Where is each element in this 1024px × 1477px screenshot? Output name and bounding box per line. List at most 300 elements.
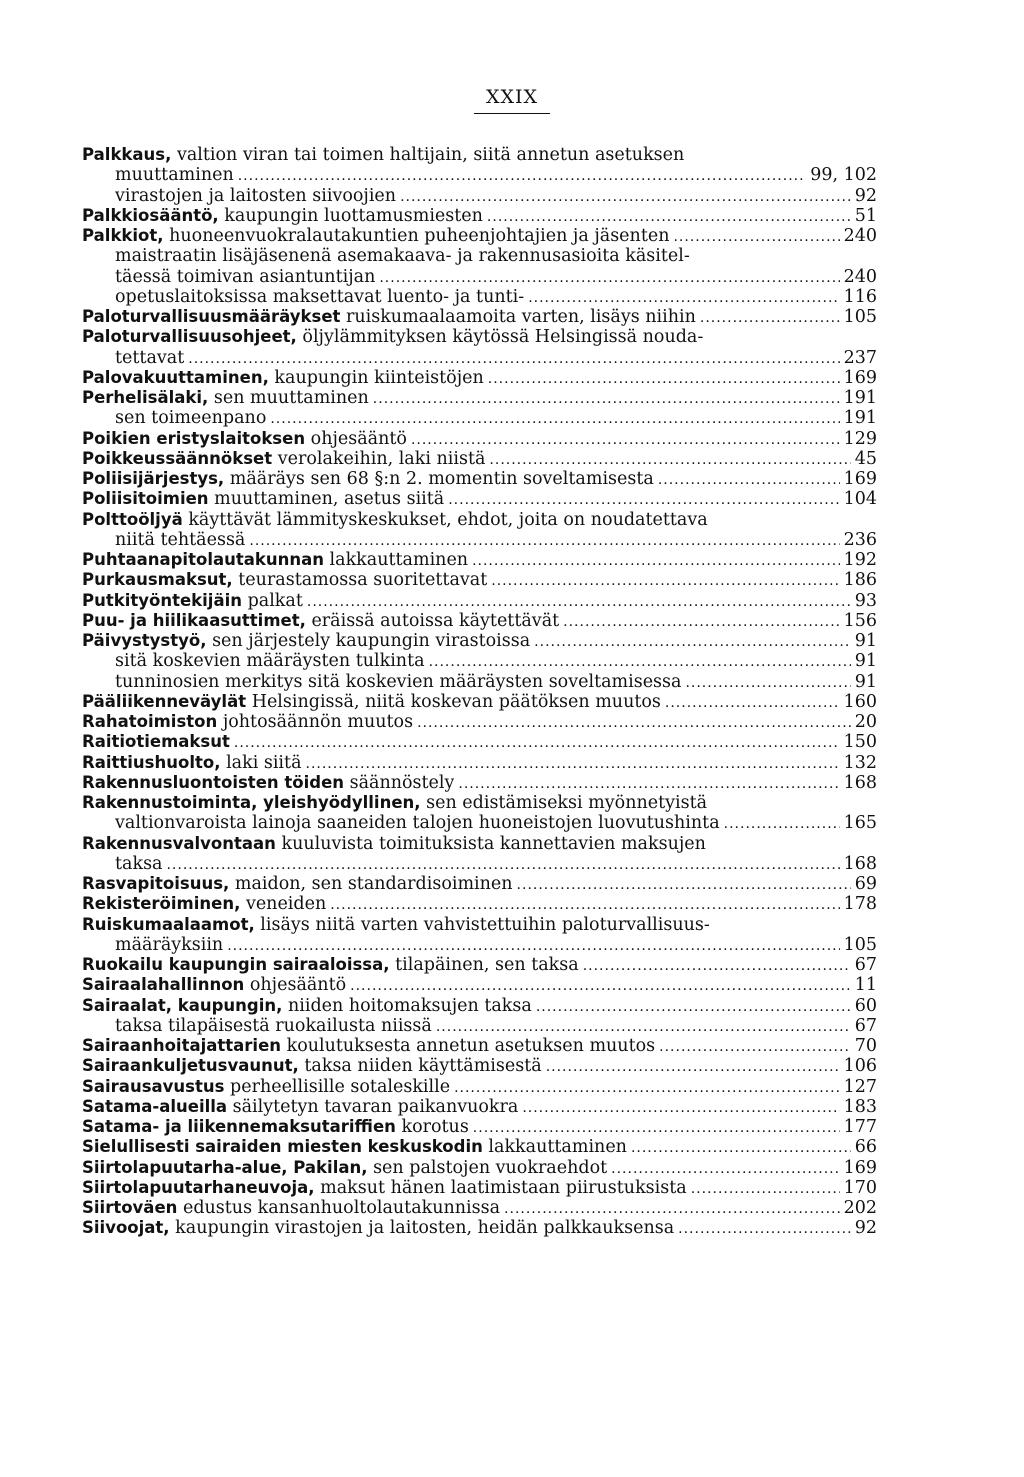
index-entry (82, 712, 877, 732)
entry-page-number: 170 (843, 1177, 877, 1198)
dot-leader (166, 855, 839, 875)
entry-page-number: 191 (843, 408, 877, 429)
dot-leader (528, 288, 839, 308)
index-entry (82, 753, 877, 773)
entry-page-number: 191 (843, 388, 877, 408)
entry-heading: Pääliikenneväylät (82, 691, 247, 711)
entry-heading: Siirtolapuutarha-alue, Pakilan, (82, 1157, 368, 1177)
entry-heading: Satama-alueilla (82, 1096, 228, 1116)
entry-main-line (82, 834, 877, 854)
entry-description: Helsingissä, niitä koskevan päätöksen muutos (251, 691, 661, 712)
entry-description: täessä toimivan asiantuntijan (115, 266, 376, 287)
entry-text (115, 267, 375, 287)
entry-heading: Raitiotiemaksut (82, 732, 230, 752)
entry-page-number: 45 (854, 448, 877, 469)
entry-description: käyttävät lämmityskeskukset, ehdot, joita on noudatettava (188, 509, 708, 530)
entry-description: sen toimeenpano (115, 408, 267, 429)
entry-main-line (82, 894, 877, 914)
dot-leader (249, 531, 839, 551)
index-entry (82, 874, 877, 894)
index-entry (82, 570, 877, 590)
entry-description: ohjesääntö (249, 975, 347, 996)
entry-description: eräissä autoissa käytettävät (311, 610, 560, 631)
entry-description: lakkauttaminen (488, 1137, 627, 1158)
entry-description: maidon, sen standardisoiminen (234, 874, 513, 894)
entry-page-number: 67 (854, 1015, 877, 1036)
dot-leader (306, 754, 840, 774)
entry-heading: Poikien eristyslaitoksen (82, 428, 306, 448)
entry-main-line (82, 550, 877, 570)
dot-leader (631, 1138, 851, 1158)
index-entry (82, 894, 877, 914)
entry-text (82, 429, 407, 449)
entry-page-number: 168 (843, 853, 877, 874)
dot-leader (227, 936, 839, 956)
entry-page-number: 66 (854, 1137, 877, 1158)
dot-leader (417, 713, 851, 733)
entry-text (82, 469, 654, 489)
title-underline (474, 113, 550, 114)
entry-sub-line (82, 651, 877, 671)
entry-page-number: 69 (854, 874, 877, 894)
entry-description: määräyksiin (115, 934, 224, 955)
entry-heading: Poliisijärjestys, (82, 469, 225, 488)
entry-heading: Palkkaus, (82, 145, 172, 164)
index-entry (82, 469, 877, 489)
dot-leader (350, 976, 851, 996)
entry-text (82, 1178, 687, 1198)
entry-sub-line (82, 408, 877, 428)
entry-main-line (82, 1097, 877, 1117)
entry-page-number: 99, 102 (810, 165, 877, 186)
entry-text (82, 489, 444, 509)
entry-description: laki siitä (226, 752, 302, 773)
entry-heading: Rasvapitoisuus, (82, 874, 230, 893)
entry-text (115, 348, 184, 368)
entry-description: muuttaminen (115, 165, 234, 186)
entry-main-line (82, 975, 877, 995)
entry-text (82, 145, 684, 165)
entry-description: valtionvaroista lainoja saaneiden talojen huoneistojen luovutushinta (115, 813, 720, 834)
entry-description: tunninosien merkitys sitä koskevien määräysten soveltamisessa (115, 671, 682, 692)
entry-page-number: 105 (843, 307, 877, 327)
index-entry (82, 206, 877, 226)
entry-sub-line (82, 854, 877, 874)
entry-main-line (82, 773, 877, 793)
entry-description: taksa tilapäisestä ruokailusta niissä (115, 1015, 432, 1036)
entry-main-line (82, 1077, 877, 1097)
entry-text (115, 408, 266, 428)
entry-text (82, 611, 559, 631)
entry-main-line (82, 1158, 877, 1178)
entry-description: säännöstely (349, 772, 455, 793)
entry-page-number: 169 (843, 1157, 877, 1178)
entry-page-number: 67 (854, 955, 877, 975)
dot-leader (700, 308, 840, 328)
entry-heading: Satama- ja liikennemaksutariffien (82, 1117, 396, 1136)
entry-text (82, 955, 579, 975)
entry-main-line (82, 1137, 877, 1157)
dot-leader (429, 652, 851, 672)
entry-heading: Purkausmaksut, (82, 570, 233, 590)
index-entry (82, 307, 877, 327)
entry-text (82, 550, 468, 570)
entry-description: lakkauttaminen (329, 550, 469, 570)
index-entry (82, 631, 877, 692)
entry-text (82, 773, 454, 793)
entry-main-line (82, 469, 877, 489)
entry-text (82, 388, 369, 408)
entry-main-line (82, 206, 877, 226)
entry-sub-line (82, 672, 877, 692)
entry-heading: Rakennusluontoisten töiden (82, 772, 345, 792)
entry-page-number: 240 (843, 226, 877, 246)
entry-text (82, 753, 302, 773)
entry-sub-line (82, 348, 877, 368)
entry-description: koulutuksesta annetun asetuksen muutos (286, 1036, 656, 1056)
dot-leader (659, 1037, 851, 1057)
entry-description: verolakeihin, laki niistä (277, 448, 486, 469)
entry-heading: Sairausavustus (82, 1076, 225, 1096)
entry-heading: Polttoöljyä (82, 509, 183, 529)
index-entry (82, 975, 877, 995)
entry-main-line (82, 692, 877, 712)
entry-main-line (82, 631, 877, 651)
entry-text (82, 206, 483, 226)
entry-main-line (82, 1218, 877, 1238)
entry-main-line (82, 489, 877, 509)
entry-page-number: 192 (843, 550, 877, 570)
entry-page-number: 91 (854, 651, 877, 672)
entry-sub-line (82, 186, 877, 206)
entry-description: muuttaminen, asetus siitä (214, 489, 445, 510)
entry-text (82, 1218, 674, 1238)
entry-main-line (82, 955, 877, 975)
entry-heading: Perhelisälaki, (82, 388, 209, 407)
entry-text (82, 915, 710, 935)
entry-main-line (82, 591, 877, 611)
entry-text (115, 246, 690, 266)
entry-page-number: 240 (843, 266, 877, 287)
dot-leader (691, 1179, 840, 1199)
entry-description: määräys sen 68 §:n 2. momentin soveltamisesta (229, 469, 654, 489)
entry-description: niitä tehtäessä (115, 529, 246, 550)
entry-main-line (82, 327, 877, 347)
entry-heading: Rekisteröiminen, (82, 894, 241, 914)
entry-text (115, 165, 234, 185)
entry-main-line (82, 1056, 877, 1076)
entry-description: ruiskumaalaamoita varten, lisäys niihin (345, 307, 696, 327)
entry-heading: Ruiskumaalaamot, (82, 914, 255, 934)
entry-text (82, 1036, 655, 1056)
entry-description: perheellisille sotaleskille (230, 1076, 451, 1097)
entry-page-number: 116 (843, 286, 877, 307)
entry-page-number: 237 (843, 347, 877, 368)
entry-main-line (82, 368, 877, 388)
entry-description: edustus kansanhuoltolautakunnissa (182, 1198, 501, 1218)
entry-page-number: 104 (843, 489, 877, 510)
entry-description: sen palstojen vuokraehdot (373, 1157, 608, 1178)
entry-description: sen järjestely kaupungin virastoissa (212, 631, 531, 651)
entry-text (115, 530, 245, 550)
entry-heading: Siivoojat, (82, 1218, 170, 1238)
entry-text (82, 1056, 542, 1076)
entry-page-number: 129 (843, 428, 877, 449)
index-entry (82, 429, 877, 449)
entry-heading: Paloturvallisuusmääräykset (82, 307, 341, 326)
entry-page-number: 106 (843, 1056, 877, 1077)
dot-leader (307, 592, 851, 612)
entry-text (82, 449, 485, 469)
dot-leader (373, 389, 840, 409)
entry-main-line (82, 793, 877, 813)
index-entry (82, 996, 877, 1037)
entry-heading: Poikkeussäännökset (82, 448, 273, 468)
entry-text (115, 1016, 432, 1036)
index-entry (82, 550, 877, 570)
entry-text (82, 1117, 469, 1137)
entry-main-line (82, 611, 877, 631)
entry-main-line (82, 753, 877, 773)
entry-main-line (82, 874, 877, 894)
entry-text (82, 996, 532, 1016)
entry-description: säilytetyn tavaran paikanvuokra (232, 1096, 519, 1117)
dot-leader (400, 187, 851, 207)
entry-page-number: 93 (854, 590, 877, 611)
entry-main-line (82, 1036, 877, 1056)
entry-page-number: 178 (843, 894, 877, 915)
entry-text (82, 712, 413, 732)
entry-sub-line (82, 165, 877, 185)
dot-leader (330, 895, 839, 915)
entry-text (115, 854, 162, 874)
index-entry (82, 834, 877, 875)
index-entry (82, 793, 877, 834)
entry-heading: Sielullisesti sairaiden miesten keskuskodin (82, 1137, 483, 1157)
entry-description: johtosäännön muutos (222, 712, 414, 732)
entry-text (82, 732, 230, 752)
entry-heading: Sairaalahallinnon (82, 975, 245, 995)
entry-main-line (82, 429, 877, 449)
entry-page-number: 92 (854, 1218, 877, 1239)
entry-main-line (82, 226, 877, 246)
index-entry (82, 489, 877, 509)
entry-main-line (82, 510, 877, 530)
dot-leader (678, 1219, 851, 1239)
entry-page-number: 165 (843, 813, 877, 834)
entry-page-number: 183 (843, 1096, 877, 1117)
entry-page-number: 92 (854, 185, 877, 206)
dot-leader (436, 1017, 851, 1037)
entry-page-number: 169 (843, 367, 877, 388)
entry-description: teurastamossa suoritettavat (238, 570, 488, 591)
entry-text (82, 894, 326, 914)
entry-page-number: 20 (854, 712, 877, 732)
entry-heading: Puu- ja hiilikaasuttimet, (82, 610, 306, 630)
dot-leader (724, 814, 840, 834)
entry-text (82, 327, 703, 347)
dot-leader (411, 430, 840, 450)
dot-leader (583, 956, 851, 976)
index-entry (82, 145, 877, 206)
entry-main-line (82, 732, 877, 752)
entry-page-number: 51 (854, 205, 877, 226)
entry-description: tettavat (115, 347, 185, 368)
dot-leader (611, 1159, 839, 1179)
entry-description: öljylämmityksen käytössä Helsingissä nouda- (302, 327, 704, 348)
entry-description: valtion viran tai toimen haltijain, siitä annetun asetuksen (176, 145, 685, 165)
entry-main-line (82, 570, 877, 590)
entry-sub-line (82, 935, 877, 955)
dot-leader (536, 997, 851, 1017)
entry-text (82, 368, 484, 388)
entry-text (115, 813, 720, 833)
index-entry (82, 1198, 877, 1218)
entry-main-line (82, 145, 877, 165)
entry-description: virastojen ja laitosten siivoojien (115, 185, 397, 206)
entry-description: tilapäinen, sen taksa (395, 955, 579, 975)
entry-page-number: 132 (843, 752, 877, 773)
entry-description: sen edistämiseksi myönnetyistä (426, 793, 708, 813)
entry-description: taksa niiden käyttämisestä (304, 1056, 542, 1077)
entry-page-number: 156 (843, 610, 877, 631)
entry-heading: Rakennustoiminta, yleishyödyllinen, (82, 793, 421, 812)
entry-description: kaupungin luottamusmiesten (224, 205, 483, 226)
index-entry (82, 510, 877, 551)
dot-leader (238, 166, 806, 186)
entry-sub-line (82, 530, 877, 550)
dot-leader (658, 470, 840, 490)
index-entry (82, 1097, 877, 1117)
entry-main-line (82, 1178, 877, 1198)
entry-description: ohjesääntö (310, 428, 407, 449)
entry-text (82, 1198, 500, 1218)
entry-main-line (82, 996, 877, 1016)
index-entry (82, 368, 877, 388)
entry-page-number: 177 (843, 1117, 877, 1137)
entry-text (82, 510, 708, 530)
dot-leader (665, 693, 840, 713)
entry-page-number: 11 (854, 975, 877, 996)
entry-text (82, 1158, 607, 1178)
entry-heading: Sairaalat, kaupungin, (82, 995, 283, 1015)
entry-heading: Päivystystyö, (82, 631, 207, 650)
index-entry (82, 327, 877, 368)
dot-leader (379, 268, 839, 288)
dot-leader (448, 490, 839, 510)
entry-main-line (82, 712, 877, 732)
entry-description: huoneenvuokralautakuntien puheenjohtajien ja jäsenten (169, 226, 670, 246)
page-number: XXIX (485, 86, 539, 108)
dot-leader (517, 875, 851, 895)
entry-heading: Puhtaanapitolautakunnan (82, 550, 324, 569)
entry-text (82, 226, 669, 246)
entry-sub-line (82, 1016, 877, 1036)
dot-leader (489, 450, 850, 470)
index-entry (82, 1218, 877, 1238)
index-entry (82, 915, 877, 956)
entry-description: veneiden (245, 894, 327, 915)
dot-leader (458, 774, 839, 794)
dot-leader (522, 1098, 839, 1118)
entry-text (82, 874, 513, 894)
entry-page-number: 127 (843, 1076, 877, 1097)
index-entry (82, 1056, 877, 1076)
entry-page-number: 160 (843, 691, 877, 712)
entry-text (82, 834, 706, 854)
entry-page-number: 105 (843, 934, 877, 955)
entry-sub-line (82, 813, 877, 833)
dot-leader (473, 1118, 840, 1138)
entry-heading: Paloturvallisuusohjeet, (82, 327, 297, 347)
dot-leader (504, 1199, 840, 1219)
index-entry (82, 773, 877, 793)
entry-description: maksut hänen laatimistaan piirustuksista (320, 1177, 687, 1198)
dot-leader (673, 227, 839, 247)
entry-description: kaupungin kiinteistöjen (274, 367, 484, 388)
entry-text (115, 935, 223, 955)
index-entry (82, 692, 877, 712)
dot-leader (270, 409, 839, 429)
entry-description: maistraatin lisäjäsenenä asemakaava- ja rakennusasioita käsitel- (115, 246, 690, 267)
entry-main-line (82, 449, 877, 469)
entry-page-number: 168 (843, 772, 877, 793)
entry-sub-line (82, 267, 877, 287)
entry-heading: Palovakuuttaminen, (82, 367, 269, 387)
entry-heading: Poliisitoimien (82, 489, 209, 509)
dot-leader (488, 369, 840, 389)
entry-text (82, 591, 303, 611)
entry-heading: Palkkiot, (82, 226, 164, 245)
entry-description: lisäys niitä varten vahvistettuihin paloturvallisuus- (260, 914, 710, 935)
entry-page-number: 186 (843, 570, 877, 591)
dot-leader (487, 207, 851, 227)
entry-heading: Sairaanhoitajattarien (82, 1036, 282, 1055)
entry-description: kaupungin virastojen ja laitosten, heidän palkkauksensa (175, 1218, 675, 1239)
dot-leader (188, 349, 839, 369)
entry-heading: Palkkiosääntö, (82, 205, 219, 225)
index-entry (82, 449, 877, 469)
entry-text (82, 1077, 450, 1097)
entry-main-line (82, 1198, 877, 1218)
entry-text (115, 287, 524, 307)
entry-page-number: 70 (854, 1036, 877, 1056)
index-entry (82, 611, 877, 631)
entry-page-number: 202 (843, 1198, 877, 1218)
dot-leader (563, 612, 839, 632)
entry-page-number: 169 (843, 469, 877, 489)
entry-text (82, 1137, 627, 1157)
entry-sub-line (82, 246, 877, 266)
index-entry (82, 1178, 877, 1198)
entry-text (115, 651, 425, 671)
entry-description: kuuluvista toimituksista kannettavien maksujen (281, 833, 706, 854)
entry-description: sen muuttaminen (213, 388, 369, 408)
entry-description: korotus (401, 1117, 469, 1137)
entry-text (82, 631, 530, 651)
index-entry (82, 1036, 877, 1056)
entry-page-number: 150 (843, 732, 877, 753)
index-entry (82, 226, 877, 307)
index-entry (82, 1077, 877, 1097)
entry-heading: Raittiushuolto, (82, 752, 221, 772)
entry-page-number: 236 (843, 529, 877, 550)
entry-page-number: 91 (854, 631, 877, 651)
entry-text (82, 793, 707, 813)
entry-text (115, 186, 396, 206)
entry-heading: Rahatoimiston (82, 712, 218, 731)
entry-description: niiden hoitomaksujen taksa (288, 995, 532, 1016)
